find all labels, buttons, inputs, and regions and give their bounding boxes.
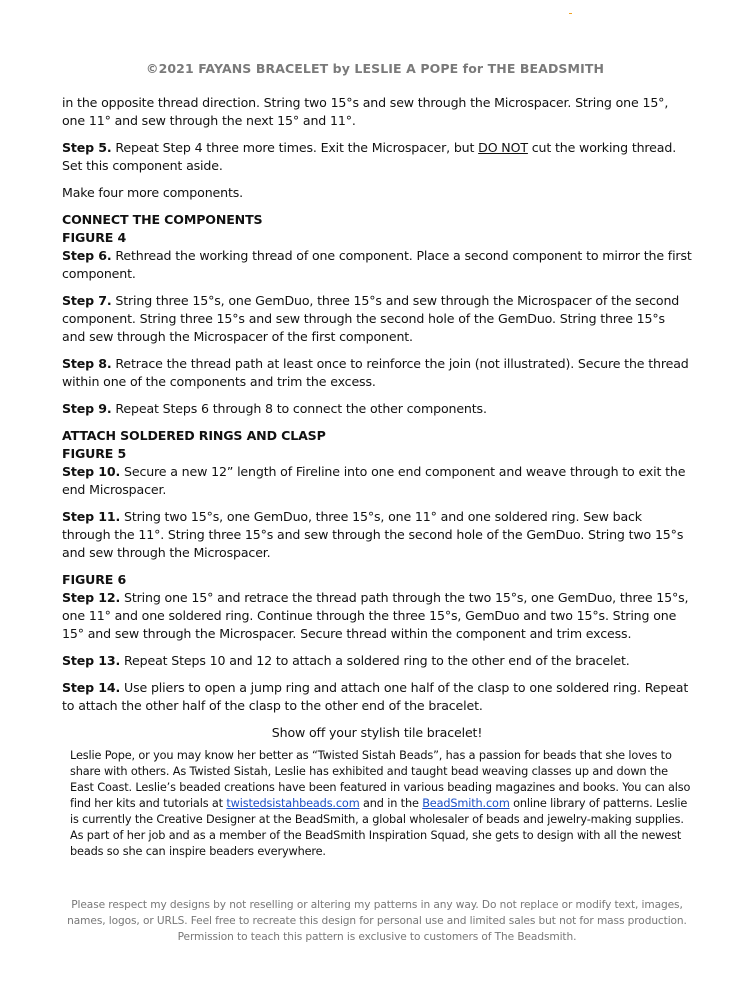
orange-mark [569,13,572,14]
step-text: Repeat Steps 10 and 12 to attach a soldered ring to the other end of the bracelet. [120,653,630,668]
step-text: String two 15°s, one GemDuo, three 15°s, one 11° and one soldered ring. Sew back through the 11°. String three 15°s and sew through the second hole of the GemDuo. String two 15°s and sew through the Microspacer. [62,509,684,560]
emphasis-do-not: DO NOT [478,140,528,155]
step-label: Step 5. [62,140,112,155]
step-14 [62,679,692,715]
bio-text: online library of patterns. Leslie is currently the Creative Designer at the BeadSmith, a global wholesaler of beads and jewelry-making supplies. As part of her job and as a member of the BeadSmith Inspiration Squad, she gets to design with all the newest beads so she can inspire beaders everywhere. [70,797,688,858]
step-text: Repeat Step 4 three more times. Exit the Microspacer, but [111,140,479,155]
step-text: cut the working thread. Set this component aside. [62,140,677,173]
intro-paragraph: in the opposite thread direction. String two 15°s and sew through the Microspacer. String one 15°, one 11° and sew through the next 15° and 11°. [62,95,669,128]
twistedsistahbeads-link[interactable]: twistedsistahbeads.com [226,797,360,810]
instructions-body [62,94,692,860]
figure-4-label: FIGURE 4 [62,230,127,245]
step-text: Secure a new 12” length of Fireline into one end component and weave through to exit the end Microspacer. [62,464,686,497]
step-6 [62,247,692,283]
author-bio [70,748,692,860]
step-label: Step 7. [62,293,112,308]
section-heading-connect: CONNECT THE COMPONENTS [62,212,263,227]
step-text: String one 15° and retrace the thread path through the two 15°s, one GemDuo, three 15°s, one 11° and one soldered ring. Continue through the three 15°s, GemDuo and two 15°s. String one 15° and sew through the Microspacer. Secure thread within the component and trim excess. [62,590,689,641]
step-text: Retrace the thread path at least once to reinforce the join (not illustrated). Secure the thread within one of the components and trim the excess. [62,356,689,389]
section-heading-attach: ATTACH SOLDERED RINGS AND CLASP [62,428,326,443]
make-more-paragraph: Make four more components. [62,185,244,200]
step-label: Step 14. [62,680,121,695]
step-text: String three 15°s, one GemDuo, three 15°s and sew through the Microspacer of the second component. String three 15°s and sew through the second hole of the GemDuo. String three 15°s and sew through the Microspacer of the first component. [62,293,680,344]
step-5 [62,139,692,175]
step-7 [62,292,692,346]
step-text: Repeat Steps 6 through 8 to connect the other components. [111,401,487,416]
step-text: Rethread the working thread of one component. Place a second component to mirror the first component. [62,248,692,281]
page-header: ©2021 FAYANS BRACELET by LESLIE A POPE for THE BEADSMITH [145,61,605,76]
figure-5-label: FIGURE 5 [62,446,127,461]
step-label: Step 11. [62,509,121,524]
step-12 [62,589,692,643]
step-11 [62,508,692,562]
step-10 [62,463,692,499]
step-9 [62,400,692,418]
step-text: Use pliers to open a jump ring and attach one half of the clasp to one soldered ring. Repeat to attach the other half of the clasp to the other end of the bracelet. [62,680,689,713]
step-label: Step 12. [62,590,121,605]
step-label: Step 13. [62,653,121,668]
closing-line: Show off your stylish tile bracelet! [271,725,483,740]
step-8 [62,355,692,391]
step-label: Step 9. [62,401,112,416]
step-label: Step 10. [62,464,121,479]
figure-6-label: FIGURE 6 [62,572,127,587]
step-13 [62,652,692,670]
step-label: Step 8. [62,356,112,371]
bio-text: and in the [359,797,423,810]
bio-text: Leslie Pope, or you may know her better as “Twisted Sistah Beads”, has a passion for beads that she loves to share with others. As Twisted Sistah, Leslie has exhibited and taught bead weaving classes up and down the East Coast. Leslie’s beaded creations have been featured in various beading magazines and books. You can also find her kits and tutorials at [70,749,691,810]
copyright-notice: Please respect my designs by not reselling or altering my patterns in any way. Do not replace or modify text, images, names, logos, or URLS. Feel free to recreate this design for personal use and limited sales but not for mass production. Permission to teach this pattern is exclusive to customers of The Beadsmith. [67,899,687,943]
step-label: Step 6. [62,248,112,263]
beadsmith-link[interactable]: BeadSmith.com [422,797,510,810]
